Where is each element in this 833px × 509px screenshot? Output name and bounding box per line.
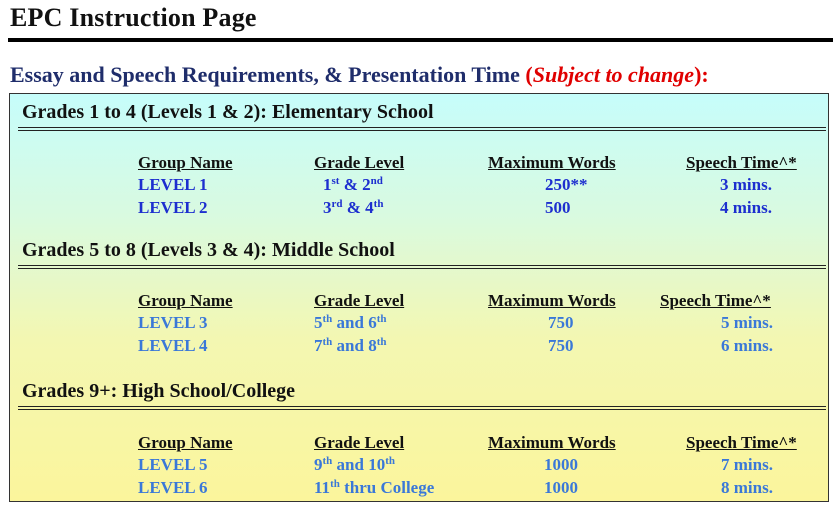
group-name: LEVEL 6 (138, 478, 208, 497)
speech-time: 4 mins. (720, 198, 772, 217)
group-name: LEVEL 5 (138, 455, 208, 474)
col-group-name: Group Name (138, 291, 233, 310)
table-row (10, 198, 830, 220)
page-title: EPC Instruction Page (10, 3, 257, 32)
table-row (10, 455, 830, 477)
grade-level: 9th and 10th (314, 455, 395, 474)
col-speech-time: Speech Time^* (686, 433, 797, 452)
table-row (10, 336, 830, 358)
speech-time: 3 mins. (720, 175, 772, 194)
max-words: 500 (545, 198, 571, 217)
table-row (10, 313, 830, 335)
max-words: 750 (548, 313, 574, 332)
speech-time: 7 mins. (721, 455, 773, 474)
col-max-words: Maximum Words (488, 433, 616, 452)
group-name: LEVEL 4 (138, 336, 208, 355)
section-rule (18, 406, 826, 410)
group-name: LEVEL 1 (138, 175, 208, 194)
title-rule (8, 38, 833, 42)
col-grade-level: Grade Level (314, 291, 405, 310)
table-row (10, 175, 830, 197)
grade-level: 3rd & 4th (323, 198, 384, 217)
col-max-words: Maximum Words (488, 153, 616, 172)
col-group-name: Group Name (138, 153, 233, 172)
subtitle-note: (Subject to change): (525, 62, 709, 87)
speech-time: 8 mins. (721, 478, 773, 497)
speech-time: 5 mins. (721, 313, 773, 332)
col-grade-level: Grade Level (314, 153, 405, 172)
section-rule (18, 265, 826, 269)
subtitle-main: Essay and Speech Requirements, & Presentation Time (10, 62, 526, 87)
subtitle (10, 62, 709, 88)
grade-level: 7th and 8th (314, 336, 387, 355)
grade-level: 1st & 2nd (323, 175, 383, 194)
group-name: LEVEL 2 (138, 198, 208, 217)
group-name: LEVEL 3 (138, 313, 208, 332)
table-row (10, 478, 830, 500)
table-header (10, 291, 830, 313)
section-heading-elementary: Grades 1 to 4 (Levels 1 & 2): Elementary School (22, 101, 434, 123)
col-max-words: Maximum Words (488, 291, 616, 310)
col-speech-time: Speech Time^* (660, 291, 771, 310)
section-heading-middle: Grades 5 to 8 (Levels 3 & 4): Middle School (22, 239, 395, 261)
requirements-box (9, 93, 829, 502)
max-words: 250** (545, 175, 588, 194)
section-rule (18, 127, 826, 131)
speech-time: 6 mins. (721, 336, 773, 355)
table-header (10, 433, 830, 455)
max-words: 750 (548, 336, 574, 355)
col-speech-time: Speech Time^* (686, 153, 797, 172)
table-header (10, 153, 830, 175)
grade-level: 5th and 6th (314, 313, 387, 332)
max-words: 1000 (544, 478, 578, 497)
col-grade-level: Grade Level (314, 433, 405, 452)
section-heading-high-school: Grades 9+: High School/College (22, 380, 296, 402)
max-words: 1000 (544, 455, 578, 474)
grade-level: 11th thru College (314, 478, 435, 497)
col-group-name: Group Name (138, 433, 233, 452)
